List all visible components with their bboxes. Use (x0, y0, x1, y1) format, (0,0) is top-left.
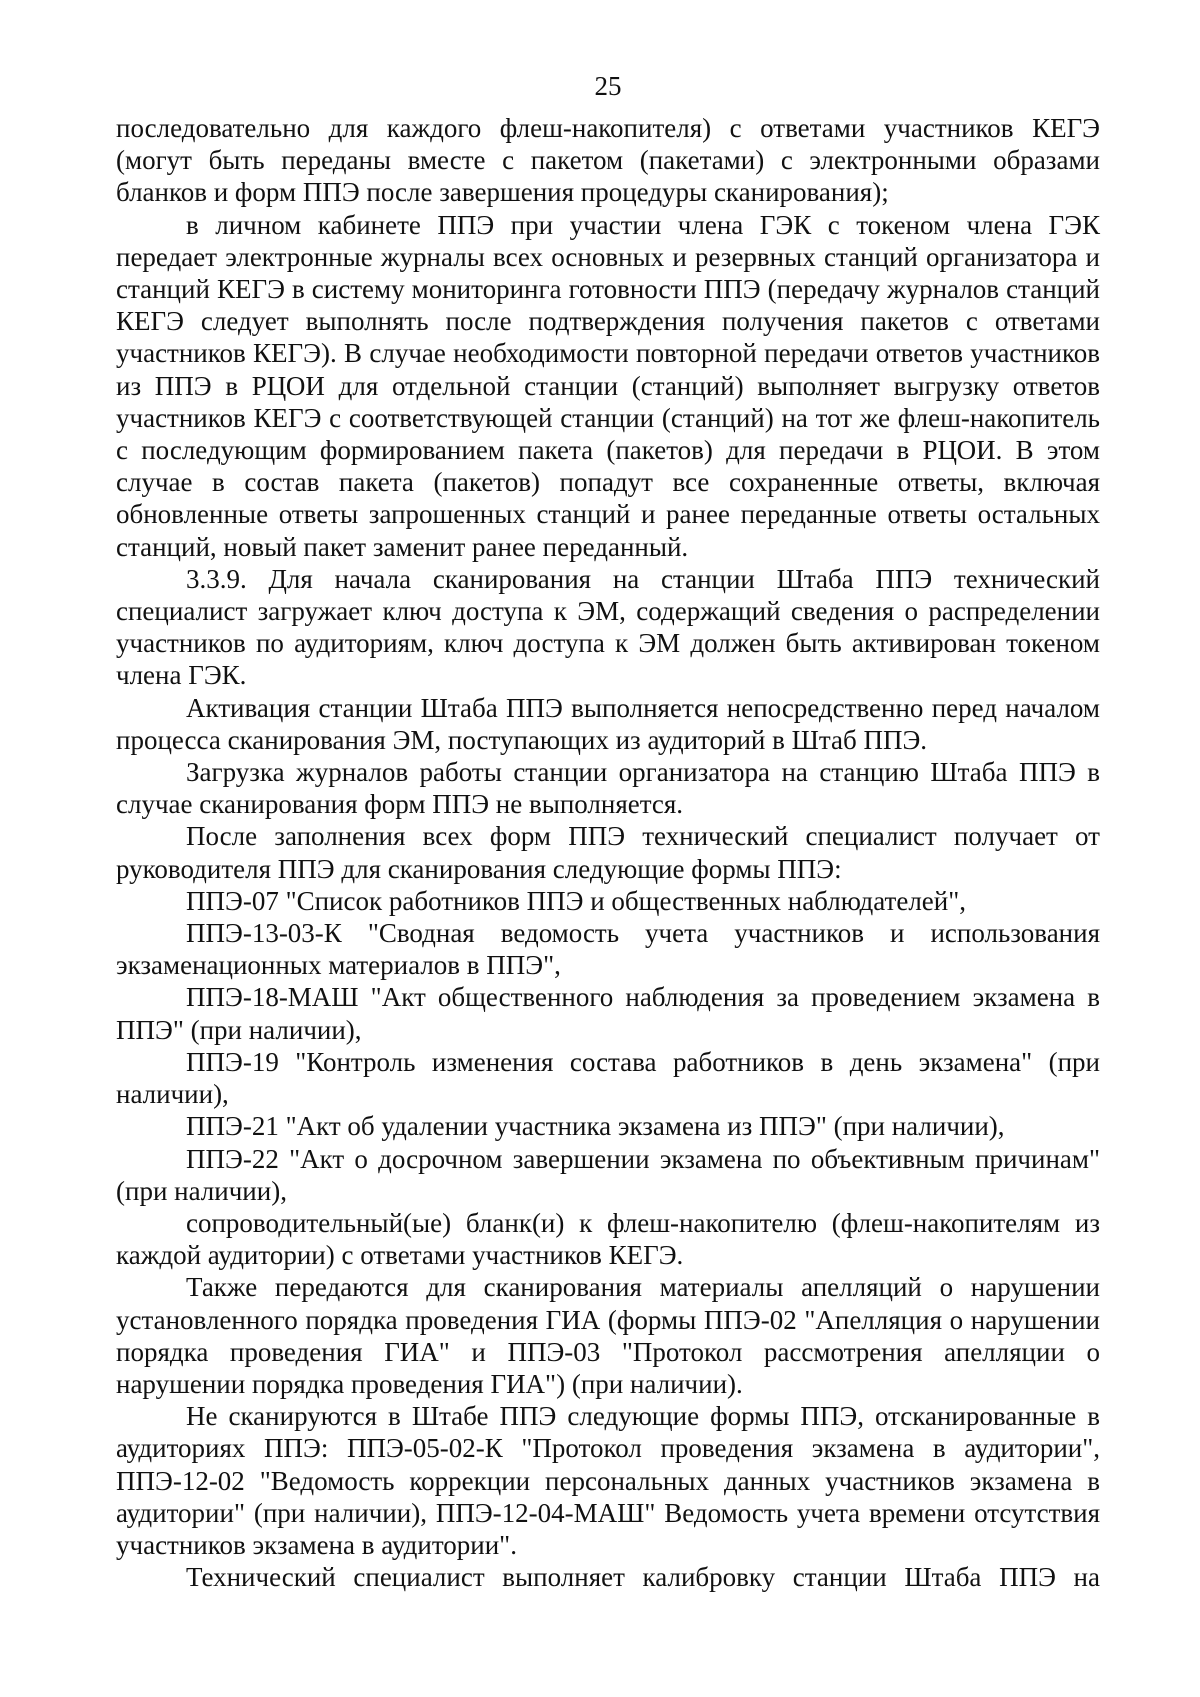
paragraph-appeals: Также передаются для сканирования материалы апелляций о нарушении установленного порядка проведения ГИА (формы ППЭ-02 "Апелляция о нарушении порядка проведения ГИА" и ППЭ-03 "Протокол рассмотрения апелляции о нарушении порядка проведения ГИА") (при наличии). (116, 1272, 1100, 1399)
paragraph-journals-loading: Загрузка журналов работы станции организатора на станцию Штаба ППЭ в случае сканирования форм ППЭ не выполняется. (116, 757, 1100, 820)
form-list-item: сопроводительный(ые) бланк(и) к флеш-накопителю (флеш-накопителям из каждой аудитории) с ответами участников КЕГЭ. (116, 1207, 1100, 1271)
paragraph-forms-intro: После заполнения всех форм ППЭ технический специалист получает от руководителя ППЭ для сканирования следующие формы ППЭ: (116, 821, 1100, 884)
form-list-item: ППЭ-18-МАШ "Акт общественного наблюдения за проведением экзамена в ППЭ" (при наличии), (116, 982, 1100, 1045)
paragraph-section-3-3-9: 3.3.9. Для начала сканирования на станции Штаба ППЭ технический специалист загружает ключ доступа к ЭМ, содержащий сведения о распределении участников по аудиториям, ключ доступа к ЭМ должен быть активирован токеном члена ГЭК. (116, 563, 1100, 691)
paragraph-continuation: последовательно для каждого флеш-накопителя) с ответами участников КЕГЭ (могут быть переданы вместе с пакетом (пакетами) с электронными образами бланков и форм ППЭ после завершения процедуры сканирования); (116, 113, 1100, 208)
form-list-item: ППЭ-13-03-К "Сводная ведомость учета участников и использования экзаменационных материалов в ППЭ", (116, 918, 1100, 981)
paragraph-calibration: Технический специалист выполняет калибровку станции Штаба ППЭ на (186, 1562, 1100, 1593)
form-list-item: ППЭ-21 "Акт об удалении участника экзамена из ППЭ" (при наличии), (186, 1111, 1005, 1142)
form-list-item: ППЭ-22 "Акт о досрочном завершении экзамена по объективным причинам" (при наличии), (116, 1143, 1100, 1206)
paragraph-not-scanned: Не сканируются в Штабе ППЭ следующие формы ППЭ, отсканированные в аудиториях ППЭ: ППЭ-05-02-К "Протокол проведения экзамена в аудитории", ППЭ-12-02 "Ведомость коррекции персональных данных участников экзамена в аудитории" (при наличии), ППЭ-12-04-МАШ" Ведомость учета времени отсутствия участников экзамена в аудитории". (116, 1401, 1100, 1560)
paragraph-personal-cabinet: в личном кабинете ППЭ при участии члена ГЭК с токеном члена ГЭК передает электронные журналы всех основных и резервных станций организатора и станций КЕГЭ в систему мониторинга готовности ППЭ (передачу журналов станций КЕГЭ следует выполнять после подтверждения получения пакетов с ответами участников КЕГЭ). В случае необходимости повторной передачи ответов участников из ППЭ в РЦОИ для отдельной станции (станций) выполняет выгрузку ответов участников КЕГЭ с соответствующей станции (станций) на тот же флеш-накопитель с последующим формированием пакета (пакетов) для передачи в РЦОИ. В этом случае в состав пакета (пакетов) попадут все сохраненные ответы, включая обновленные ответы запрошенных станций и ранее переданные ответы остальных станций, новый пакет заменит ранее переданный. (116, 209, 1100, 562)
form-list-item: ППЭ-19 "Контроль изменения состава работников в день экзамена" (при наличии), (116, 1046, 1100, 1110)
page-number: 25 (594, 71, 622, 101)
paragraph-activation: Активация станции Штаба ППЭ выполняется непосредственно перед началом процесса сканирования ЭМ, поступающих из аудиторий в Штаб ППЭ. (116, 692, 1100, 755)
document-page (116, 64, 1100, 1593)
form-list-item: ППЭ-07 "Список работников ППЭ и общественных наблюдателей", (186, 885, 967, 916)
